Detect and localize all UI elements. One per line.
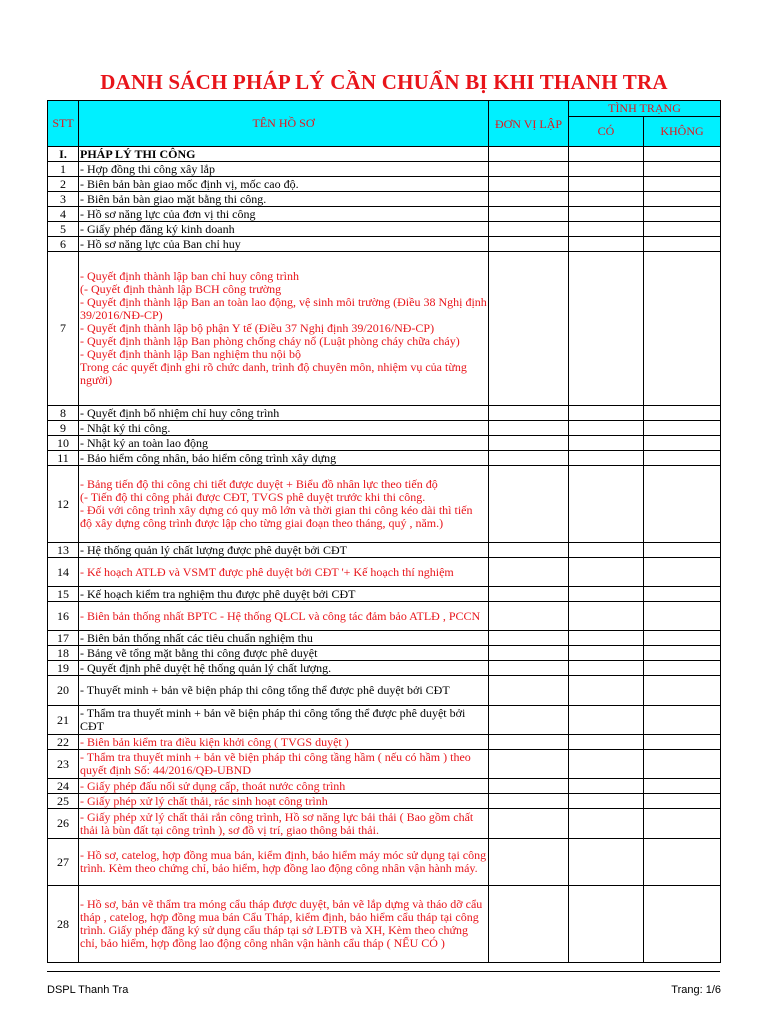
row-stt: 21 [48,706,79,735]
don-vi-lap-cell [489,794,569,809]
co-cell [569,886,644,963]
don-vi-lap-cell [489,706,569,735]
table-row [48,543,721,558]
row-stt: 15 [48,587,79,602]
don-vi-lap-cell [489,809,569,839]
row-stt: 9 [48,421,79,436]
khong-cell [644,750,721,779]
row-ten-ho-so: - Giấy phép đấu nối sử dụng cấp, thoát nước công trình [79,779,489,794]
header-don-vi-lap: ĐƠN VỊ LẬP [489,101,569,147]
don-vi-lap-cell [489,222,569,237]
khong-cell [644,839,721,886]
table-row [48,631,721,646]
don-vi-lap-cell [489,735,569,750]
don-vi-lap-cell [489,839,569,886]
row-ten-ho-so: - Hồ sơ năng lực của đơn vị thi công [79,207,489,222]
row-stt: 11 [48,451,79,466]
khong-cell [644,177,721,192]
row-ten-ho-so: - Giấy phép xử lý chất thải rắn công trình, Hồ sơ năng lực bải thải ( Bao gồm chất thải là bùn đất tại công trình ), sơ đồ vị trí, giao thông bải thải. [79,809,489,839]
row-ten-ho-so: - Hồ sơ năng lực của Ban chỉ huy [79,237,489,252]
table-row [48,222,721,237]
row-stt: 23 [48,750,79,779]
don-vi-lap-cell [489,192,569,207]
khong-cell [644,735,721,750]
table-row [48,839,721,886]
khong-cell [644,222,721,237]
don-vi-lap-cell [489,177,569,192]
row-ten-ho-so: - Hồ sơ, catelog, hợp đồng mua bán, kiểm định, bảo hiểm máy móc sử dụng tại công trình. Kèm theo chứng chỉ, bảo hiểm, hợp đồng lao động công nhân vận hành máy. [79,839,489,886]
don-vi-lap-cell [489,436,569,451]
khong-cell [644,646,721,661]
don-vi-lap-cell [489,466,569,543]
co-cell [569,779,644,794]
khong-cell [644,631,721,646]
khong-cell [644,676,721,706]
table-row [48,177,721,192]
don-vi-lap-cell [489,558,569,587]
co-cell [569,421,644,436]
table-row [48,602,721,631]
table-row [48,237,721,252]
row-stt: 25 [48,794,79,809]
row-stt: 20 [48,676,79,706]
khong-cell [644,587,721,602]
co-cell [569,646,644,661]
khong-cell [644,706,721,735]
khong-cell [644,237,721,252]
row-stt: 10 [48,436,79,451]
don-vi-lap-cell [489,162,569,177]
don-vi-lap-cell [489,779,569,794]
row-ten-ho-so: - Nhật ký thi công. [79,421,489,436]
row-stt: 19 [48,661,79,676]
co-cell [569,177,644,192]
table-row [48,451,721,466]
row-ten-ho-so: - Biên bản bàn giao mốc định vị, mốc cao độ. [79,177,489,192]
row-stt: 7 [48,252,79,406]
table-row [48,207,721,222]
co-cell [569,706,644,735]
khong-cell [644,558,721,587]
row-ten-ho-so: - Hệ thống quản lý chất lượng được phê duyệt bởi CĐT [79,543,489,558]
table-row [48,661,721,676]
header-stt: STT [48,101,79,147]
khong-cell [644,451,721,466]
footer-doc-name: DSPL Thanh Tra [47,984,129,996]
table-row [48,886,721,963]
co-cell [569,631,644,646]
header-tinh-trang: TÌNH TRẠNG [569,101,721,117]
co-cell [569,451,644,466]
row-ten-ho-so: - Giấy phép xử lý chất thải, rác sinh hoạt công trình [79,794,489,809]
row-ten-ho-so: - Bảng vẽ tổng mặt bằng thi công được phê duyệt [79,646,489,661]
row-stt: 5 [48,222,79,237]
co-cell [569,543,644,558]
khong-cell [644,421,721,436]
co-cell [569,661,644,676]
table-row [48,779,721,794]
row-stt: 27 [48,839,79,886]
co-cell [569,794,644,809]
row-ten-ho-so: - Bảo hiểm công nhân, bảo hiểm công trình xây dựng [79,451,489,466]
row-ten-ho-so: - Quyết định thành lập ban chỉ huy công trình (- Quyết định thành lập BCH công trường - Quyết định thành lập Ban an toàn lao động, vệ sinh môi trường (Điều 38 Nghị định 39/2016/NĐ-CP) - Quyết định thành lập bộ phận Y tế (Điều 37 Nghị định 39/2016/NĐ-CP) - Quyết định thành lập Ban phòng chống cháy nổ (Luật phòng cháy chữa cháy) - Quyết định thành lập Ban nghiệm thu nội bộ Trong các quyết định ghi rõ chức danh, trình độ chuyên môn, nhiệm vụ của từng người) [79,252,489,406]
khong-cell [644,207,721,222]
row-stt: 6 [48,237,79,252]
co-cell [569,602,644,631]
table-row [48,587,721,602]
don-vi-lap-cell [489,421,569,436]
don-vi-lap-cell [489,207,569,222]
khong-cell [644,543,721,558]
co-cell [569,222,644,237]
row-ten-ho-so: - Quyết định bổ nhiệm chỉ huy công trình [79,406,489,421]
table-row [48,406,721,421]
khong-cell [644,779,721,794]
khong-cell [644,809,721,839]
co-cell [569,237,644,252]
table-row [48,558,721,587]
section-stt: I. [48,147,79,162]
row-stt: 4 [48,207,79,222]
row-ten-ho-so: - Bảng tiến độ thi công chi tiết được duyệt + Biểu đồ nhân lực theo tiến độ (- Tiến độ thi công phải được CĐT, TVGS phê duyệt trước khi thi công. - Đối với công trình xây dựng có quy mô lớn và thời gian thi công kéo dài thì tiến độ xây dựng công trình được lập cho từng giai đoạn theo tháng, quý , năm.) [79,466,489,543]
table-row [48,162,721,177]
table-row [48,809,721,839]
row-stt: 28 [48,886,79,963]
co-cell [569,252,644,406]
table-row [48,706,721,735]
row-ten-ho-so: - Biên bản bàn giao mặt bằng thi công. [79,192,489,207]
header-ten-ho-so: TÊN HỒ SƠ [79,101,489,147]
don-vi-lap-cell [489,602,569,631]
section-title: PHÁP LÝ THI CÔNG [79,147,489,162]
don-vi-lap-cell [489,543,569,558]
row-ten-ho-so: - Hợp đồng thi công xây lắp [79,162,489,177]
row-stt: 16 [48,602,79,631]
row-ten-ho-so: - Quyết định phê duyệt hệ thống quản lý chất lượng. [79,661,489,676]
don-vi-lap-cell [489,252,569,406]
row-stt: 13 [48,543,79,558]
don-vi-lap-cell [489,646,569,661]
row-stt: 14 [48,558,79,587]
khong-cell [644,886,721,963]
row-ten-ho-so: - Biên bản thống nhất các tiêu chuẩn nghiệm thu [79,631,489,646]
row-stt: 24 [48,779,79,794]
table-row [48,794,721,809]
co-cell [569,162,644,177]
table-row [48,750,721,779]
footer-page-number: Trang: 1/6 [671,984,721,996]
don-vi-lap-cell [489,750,569,779]
row-ten-ho-so: - Thuyết minh + bản vẽ biện pháp thi công tổng thể được phê duyệt bởi CĐT [79,676,489,706]
row-stt: 1 [48,162,79,177]
row-stt: 22 [48,735,79,750]
khong-cell [644,794,721,809]
khong-cell [644,466,721,543]
row-stt: 3 [48,192,79,207]
row-stt: 18 [48,646,79,661]
footer-divider [47,971,720,972]
row-ten-ho-so: - Biên bản kiểm tra điều kiện khởi công ( TVGS duyệt ) [79,735,489,750]
co-cell [569,406,644,421]
table-row [48,436,721,451]
checklist-table [47,100,721,963]
row-ten-ho-so: - Giấy phép đăng ký kinh doanh [79,222,489,237]
co-cell [569,750,644,779]
don-vi-lap-cell [489,147,569,162]
table-row [48,252,721,406]
co-cell [569,466,644,543]
co-cell [569,587,644,602]
don-vi-lap-cell [489,406,569,421]
table-row [48,192,721,207]
row-ten-ho-so: - Kế hoạch kiểm tra nghiệm thu được phê duyệt bởi CĐT [79,587,489,602]
don-vi-lap-cell [489,676,569,706]
don-vi-lap-cell [489,451,569,466]
row-ten-ho-so: - Kế hoạch ATLĐ và VSMT được phê duyệt bởi CĐT '+ Kế hoạch thí nghiệm [79,558,489,587]
row-stt: 12 [48,466,79,543]
row-stt: 26 [48,809,79,839]
don-vi-lap-cell [489,587,569,602]
header-khong: KHÔNG [644,117,721,147]
don-vi-lap-cell [489,631,569,646]
row-stt: 17 [48,631,79,646]
khong-cell [644,192,721,207]
co-cell [569,809,644,839]
row-ten-ho-so: - Thẩm tra thuyết minh + bản vẽ biện pháp thi công tầng hầm ( nếu có hầm ) theo quyết định Số: 44/2016/QĐ-UBND [79,750,489,779]
row-ten-ho-so: - Hồ sơ, bản vẽ thẩm tra móng cẩu tháp được duyệt, bản vẽ lắp dựng và tháo dỡ cẩu tháp , catelog, hợp đồng mua bán Cẩu Tháp, kiểm định, bảo hiểm cẩu tháp tại công trình. Giấy phép đăng ký sử dụng cẩu tháp tại sở LĐTB và XH, Kèm theo chứng chỉ, bảo hiểm, hợp đồng lao động công nhân vận hành cẩu tháp ( NẾU CÓ ) [79,886,489,963]
co-cell [569,436,644,451]
row-ten-ho-so: - Thẩm tra thuyết minh + bản vẽ biện pháp thi công tổng thể được phê duyệt bởi CĐT [79,706,489,735]
khong-cell [644,406,721,421]
header-co: CÓ [569,117,644,147]
don-vi-lap-cell [489,661,569,676]
co-cell [569,207,644,222]
table-row [48,421,721,436]
table-row [48,676,721,706]
co-cell [569,839,644,886]
row-stt: 2 [48,177,79,192]
khong-cell [644,162,721,177]
don-vi-lap-cell [489,237,569,252]
section-row [48,147,721,162]
row-stt: 8 [48,406,79,421]
page-title: DANH SÁCH PHÁP LÝ CẦN CHUẨN BỊ KHI THANH TRA [100,70,668,94]
table-row [48,735,721,750]
co-cell [569,192,644,207]
khong-cell [644,661,721,676]
don-vi-lap-cell [489,886,569,963]
row-ten-ho-so: - Biên bản thống nhất BPTC - Hệ thống QLCL và công tác đảm bảo ATLĐ , PCCN [79,602,489,631]
khong-cell [644,436,721,451]
co-cell [569,676,644,706]
khong-cell [644,602,721,631]
table-row [48,466,721,543]
khong-cell [644,252,721,406]
co-cell [569,558,644,587]
khong-cell [644,147,721,162]
co-cell [569,147,644,162]
table-row [48,646,721,661]
co-cell [569,735,644,750]
row-ten-ho-so: - Nhật ký an toàn lao động [79,436,489,451]
